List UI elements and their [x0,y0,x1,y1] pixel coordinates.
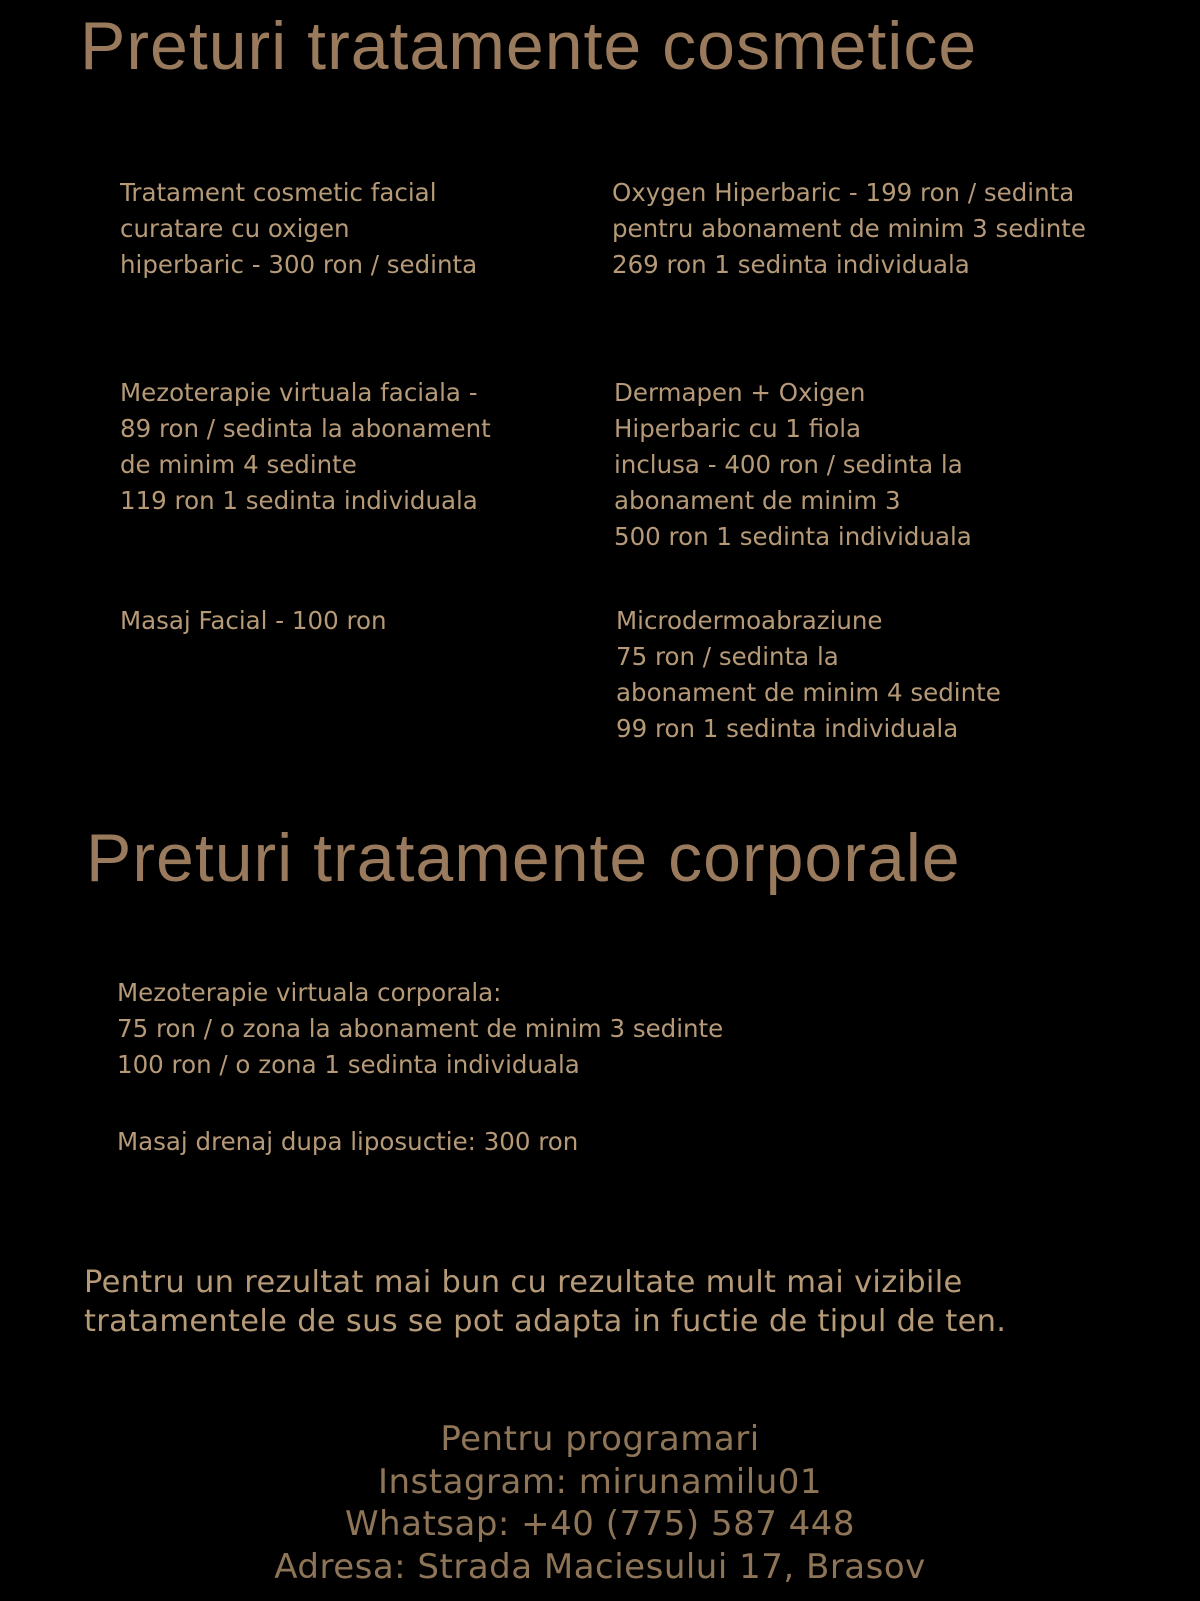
price-item-line: Mezoterapie virtuala faciala - [120,378,478,407]
price-item-line: pentru abonament de minim 3 sedinte [612,214,1086,243]
price-item-line: curatare cu oxigen [120,214,350,243]
price-item-line: 100 ron / o zona 1 sedinta individuala [117,1050,580,1079]
note-line: tratamentele de sus se pot adapta in fuctie de tipul de ten. [84,1304,1007,1339]
price-item-oxygen-hiperbaric [612,175,1086,283]
contact-address: Adresa: Strada Maciesului 17, Brasov [274,1546,926,1587]
price-item-line: 99 ron 1 sedinta individuala [616,714,959,743]
price-item-mezoterapie-faciala [120,375,491,519]
price-item-facial-oxygen [120,175,477,283]
price-item-line: Microdermoabraziune [616,606,883,635]
price-item-line: Masaj Facial - 100 ron [120,606,387,635]
price-item-line: 119 ron 1 sedinta individuala [120,486,478,515]
price-item-line: 89 ron / sedinta la abonament [120,414,491,443]
price-item-masaj-facial [120,603,387,639]
price-item-line: abonament de minim 4 sedinte [616,678,1001,707]
price-item-microdermoabraziune [616,603,1001,747]
price-item-line: Masaj drenaj dupa liposuctie: 300 ron [117,1127,579,1156]
body-section-title: Preturi tratamente corporale [86,820,961,896]
note-line: Pentru un rezultat mai bun cu rezultate mult mai vizibile [84,1265,963,1300]
price-item-line: de minim 4 sedinte [120,450,357,479]
price-item-line: hiperbaric - 300 ron / sedinta [120,250,478,279]
price-item-line: 75 ron / o zona la abonament de minim 3 sedinte [117,1014,724,1043]
price-item-line: 500 ron 1 sedinta individuala [614,522,972,551]
price-item-line: Hiperbaric cu 1 fiola [614,414,862,443]
price-item-line: abonament de minim 3 [614,486,901,515]
price-item-line: Mezoterapie virtuala corporala: [117,978,502,1007]
contact-instagram: Instagram: mirunamilu01 [377,1461,823,1502]
price-item-line: 75 ron / sedinta la [616,642,839,671]
price-item-line: Dermapen + Oxigen [614,378,866,407]
price-item-dermapen-oxigen [614,375,972,555]
price-item-line: 269 ron 1 sedinta individuala [612,250,970,279]
price-item-mezoterapie-corporala [117,975,723,1083]
cosmetic-section-title: Preturi tratamente cosmetice [80,8,978,84]
price-item-line: inclusa - 400 ron / sedinta la [614,450,963,479]
price-item-masaj-drenaj [117,1124,578,1160]
results-note [84,1263,1006,1341]
price-item-line: Oxygen Hiperbaric - 199 ron / sedinta [612,178,1075,207]
price-item-line: Tratament cosmetic facial [120,178,437,207]
contact-heading: Pentru programari [440,1419,760,1459]
contact-whatsapp: Whatsap: +40 (775) 587 448 [344,1504,856,1544]
contact-block [0,1418,1200,1588]
